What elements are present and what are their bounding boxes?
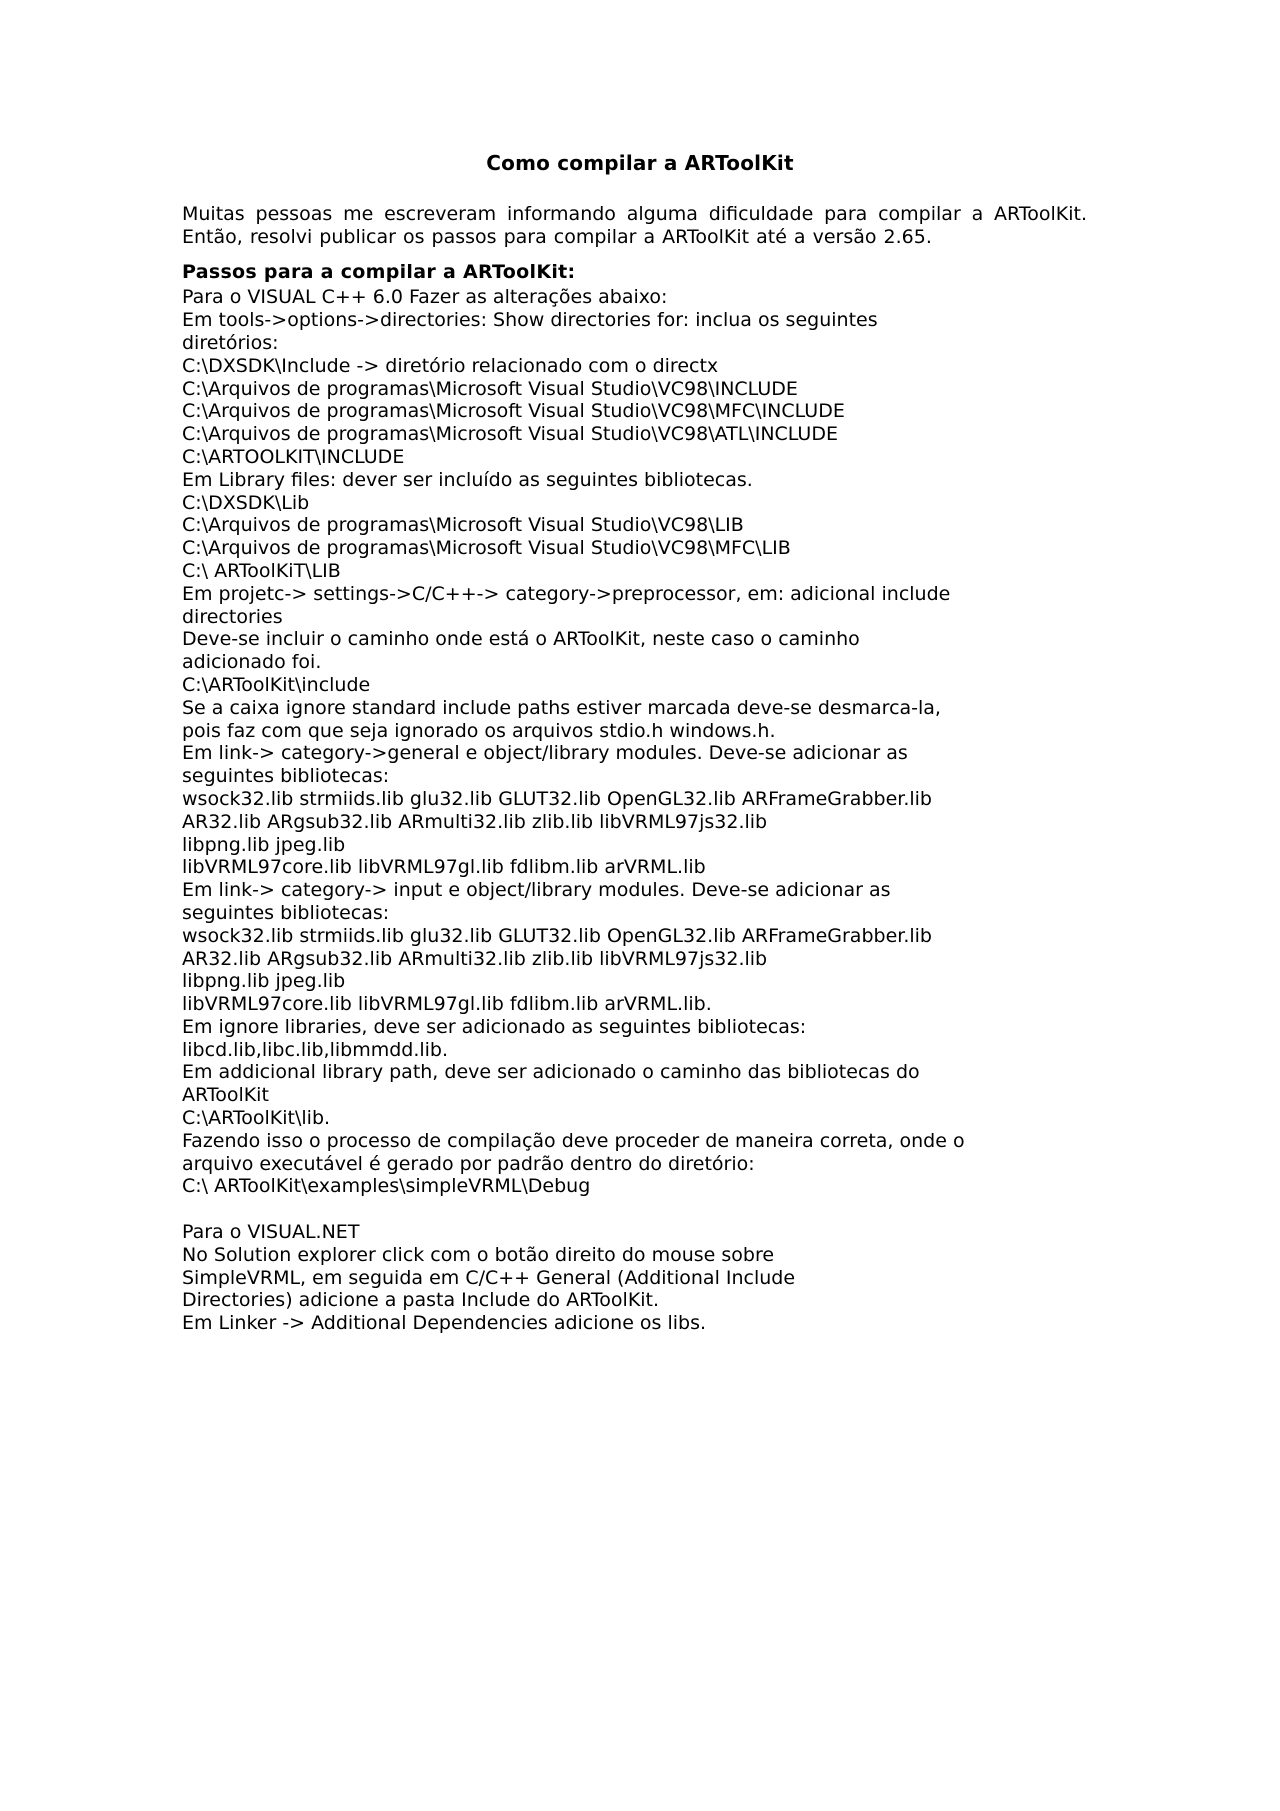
text-line: C:\ ARToolKiT\LIB [182, 559, 341, 582]
document-body [182, 203, 1102, 1335]
text-line: wsock32.lib strmiids.lib glu32.lib GLUT32.lib OpenGL32.lib ARFrameGrabber.lib [182, 924, 932, 947]
text-line: Em projetc-> settings->C/C++-> category->preprocessor, em: adicional include [182, 582, 951, 605]
text-line: C:\DXSDK\Include -> diretório relacionado com o directx [182, 354, 719, 377]
text-line: C:\ARToolKit\lib. [182, 1107, 331, 1130]
text-line: C:\Arquivos de programas\Microsoft Visual Studio\VC98\MFC\LIB [182, 537, 791, 560]
text-line: AR32.lib ARgsub32.lib ARmulti32.lib zlib.lib libVRML97js32.lib [182, 810, 768, 833]
text-line: libVRML97core.lib libVRML97gl.lib fdlibm.lib arVRML.lib [182, 856, 706, 879]
text-line: Para o VISUAL C++ 6.0 Fazer as alterações abaixo: [182, 286, 668, 309]
text-line: AR32.lib ARgsub32.lib ARmulti32.lib zlib.lib libVRML97js32.lib [182, 947, 768, 970]
text-line: Em Linker -> Additional Dependencies adicione os libs. [182, 1312, 707, 1335]
text-line: Em link-> category-> input e object/library modules. Deve-se adicionar as [182, 879, 891, 902]
text-line: Em ignore libraries, deve ser adicionado as seguintes bibliotecas: [182, 1015, 807, 1038]
text-line: C:\ARToolKit\include [182, 673, 371, 696]
text-line: libpng.lib jpeg.lib [182, 833, 346, 856]
text-line: SimpleVRML, em seguida em C/C++ General (Additional Include [182, 1266, 796, 1289]
text-line: Deve-se incluir o caminho onde está o ARToolKit, neste caso o caminho [182, 628, 860, 651]
text-line: diretórios: [182, 331, 279, 354]
text-line: directories [182, 605, 283, 628]
text-line: ARToolKit [182, 1084, 269, 1107]
text-line: wsock32.lib strmiids.lib glu32.lib GLUT32.lib OpenGL32.lib ARFrameGrabber.lib [182, 787, 932, 810]
text-line: Em link-> category->general e object/library modules. Deve-se adicionar as [182, 742, 908, 765]
text-line: Em Library files: dever ser incluído as seguintes bibliotecas. [182, 468, 753, 491]
text-line: libcd.lib,libc.lib,libmmdd.lib. [182, 1038, 449, 1061]
text-line [182, 1198, 1002, 1221]
text-line: C:\ ARToolKit\examples\simpleVRML\Debug [182, 1175, 591, 1198]
text-line: C:\DXSDK\Lib [182, 491, 310, 514]
text-line: Fazendo isso o processo de compilação deve proceder de maneira correta, onde o [182, 1129, 965, 1152]
text-line: libpng.lib jpeg.lib [182, 970, 346, 993]
text-line: C:\ARTOOLKIT\INCLUDE [182, 445, 405, 468]
text-line: pois faz com que seja ignorado os arquivos stdio.h windows.h. [182, 719, 776, 742]
text-line: Directories) adicione a pasta Include do ARToolKit. [182, 1289, 660, 1312]
text-line: Para o VISUAL.NET [182, 1221, 360, 1244]
text-line: C:\Arquivos de programas\Microsoft Visual Studio\VC98\LIB [182, 514, 744, 537]
text-line: libVRML97core.lib libVRML97gl.lib fdlibm.lib arVRML.lib. [182, 993, 712, 1016]
text-line: C:\Arquivos de programas\Microsoft Visual Studio\VC98\MFC\INCLUDE [182, 400, 845, 423]
text-line: C:\Arquivos de programas\Microsoft Visual Studio\VC98\INCLUDE [182, 377, 798, 400]
text-line: Se a caixa ignore standard include paths estiver marcada deve-se desmarca-la, [182, 696, 941, 719]
text-line: seguintes bibliotecas: [182, 901, 390, 924]
body-lines [182, 286, 1102, 1335]
text-line: Em addicional library path, deve ser adicionado o caminho das bibliotecas do [182, 1061, 920, 1084]
text-line: C:\Arquivos de programas\Microsoft Visual Studio\VC98\ATL\INCLUDE [182, 423, 838, 446]
text-line: seguintes bibliotecas: [182, 765, 390, 788]
text-line: No Solution explorer click com o botão direito do mouse sobre [182, 1243, 775, 1266]
document-title: Como compilar a ARToolKit [486, 151, 794, 175]
intro-paragraph: Muitas pessoas me escreveram informando alguma dificuldade para compilar a ARToolKit. Então, resolvi publicar os passos para compilar a ARToolKit até a versão 2.65. [182, 203, 1087, 248]
section-heading: Passos para a compilar a ARToolKit: [182, 260, 576, 283]
text-line: adicionado foi. [182, 651, 322, 674]
text-line: arquivo executável é gerado por padrão dentro do diretório: [182, 1152, 755, 1175]
text-line: Em tools->options->directories: Show directories for: inclua os seguintes [182, 309, 878, 332]
